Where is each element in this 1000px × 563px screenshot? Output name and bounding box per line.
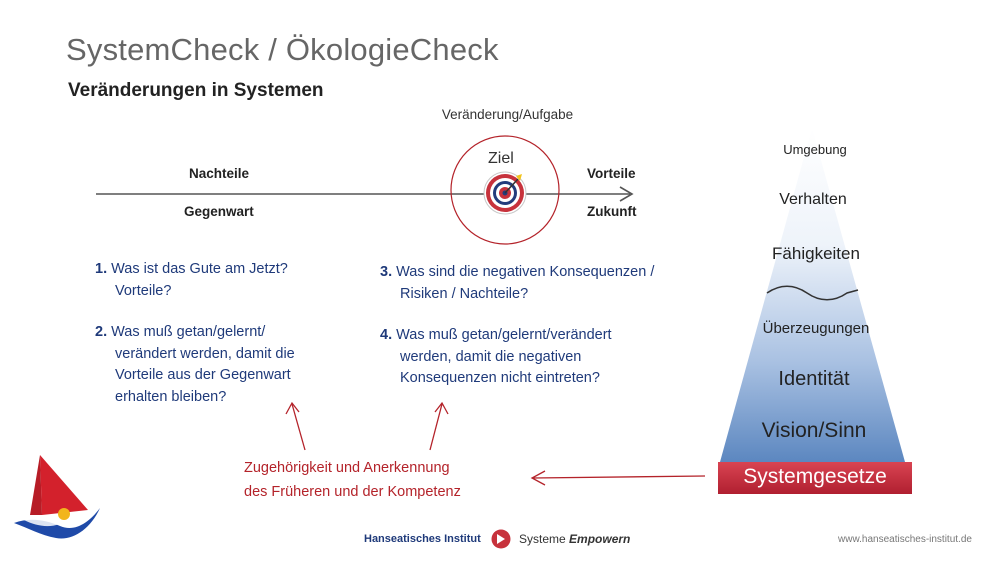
footer-brand: Hanseatisches Institut (364, 533, 481, 545)
goal-label: Ziel (488, 150, 514, 167)
footer-tagline-prefix: Systeme (519, 532, 566, 546)
task-label: Veränderung/Aufgabe (441, 107, 574, 122)
question-2-line-3: Vorteile aus der Gegenwart (115, 367, 291, 383)
red-arrow-left-up (286, 403, 305, 450)
pyramid-level-faehigkeiten: Fähigkeiten (772, 244, 860, 263)
axis-left-top: Nachteile (189, 166, 250, 181)
question-1-line-2: Vorteile? (115, 282, 172, 299)
footer-url[interactable]: www.hanseatisches-institut.de (838, 534, 972, 545)
footer-tagline (519, 532, 630, 546)
question-1 (95, 259, 355, 302)
timeline-arrow (96, 187, 632, 201)
sailboat-logo (14, 455, 100, 538)
question-2 (95, 322, 355, 408)
acknowledgement-line-2: des Früheren und der Kompetenz (244, 484, 461, 500)
pyramid-level-ueberzeugungen: Überzeugungen (762, 320, 870, 337)
red-arrow-right-up (430, 403, 448, 450)
question-1-number: 1. (95, 261, 108, 277)
question-3-line-2: Risiken / Nachteile? (400, 285, 529, 302)
question-4-line-3: Konsequenzen nicht eintreten? (400, 370, 600, 386)
question-4 (380, 325, 710, 390)
question-3-line-1: Was sind die negativen Konsequenzen / (396, 264, 655, 280)
footer-tagline-bold: Empowern (569, 532, 631, 546)
pyramid-level-systemgesetze: Systemgesetze (743, 465, 887, 488)
question-3-number: 3. (380, 264, 393, 280)
question-3 (380, 262, 710, 305)
acknowledgement-text (244, 456, 461, 504)
question-2-number: 2. (95, 324, 108, 340)
axis-right-bottom: Zukunft (587, 204, 637, 219)
axis-left-bottom: Gegenwart (184, 204, 254, 219)
question-4-line-1: Was muß getan/gelernt/verändert (396, 327, 612, 343)
page-subtitle: Veränderungen in Systemen (68, 80, 324, 101)
pyramid-level-umgebung: Umgebung (783, 142, 847, 157)
question-2-line-1: Was muß getan/gelernt/ (111, 324, 266, 340)
target-icon (484, 172, 526, 214)
question-4-line-2: werden, damit die negativen (400, 348, 582, 365)
question-1-line-1: Was ist das Gute am Jetzt? (111, 261, 288, 277)
axis-right-top: Vorteile (587, 166, 636, 181)
red-arrow-from-pyramid (532, 471, 705, 485)
question-2-line-2: verändert werden, damit die (115, 345, 295, 362)
pyramid-level-identitaet: Identität (778, 368, 850, 390)
question-2-line-4: erhalten bleiben? (115, 388, 227, 405)
question-4-number: 4. (380, 327, 393, 343)
page-title: SystemCheck / ÖkologieCheck (66, 32, 499, 67)
acknowledgement-line-1: Zugehörigkeit und Anerkennung (244, 460, 450, 476)
footer-logo-icon (492, 530, 511, 549)
pyramid-level-vision: Vision/Sinn (761, 419, 867, 442)
pyramid-level-verhalten: Verhalten (779, 191, 847, 208)
